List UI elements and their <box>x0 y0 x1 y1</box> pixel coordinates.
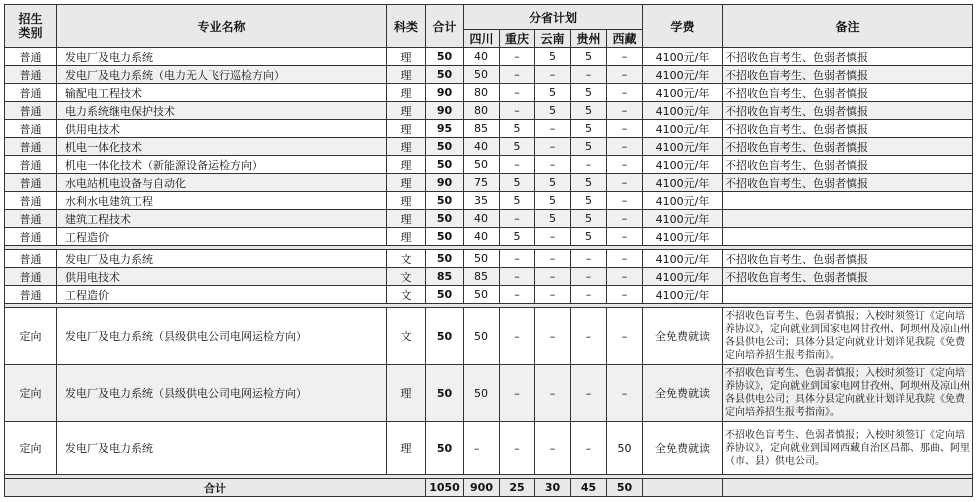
cell-province: 5 <box>571 210 607 228</box>
table-row <box>5 66 973 84</box>
cell-province: – <box>464 422 500 475</box>
cell-major: 电力系统继电保护技术 <box>57 102 387 120</box>
cell-province: – <box>607 120 643 138</box>
cell-fee: 4100元/年 <box>643 228 723 246</box>
cell-province: – <box>500 66 535 84</box>
cell-subject: 理 <box>387 228 426 246</box>
cell-category: 普通 <box>5 268 57 286</box>
cell-fee: 4100元/年 <box>643 156 723 174</box>
cell-subject: 文 <box>387 286 426 304</box>
cell-province: – <box>500 156 535 174</box>
cell-remark: 不招收色盲考生、色弱者慎报 <box>723 250 973 268</box>
cell-province: – <box>607 286 643 304</box>
cell-province: – <box>500 84 535 102</box>
cell-remark <box>723 286 973 304</box>
cell-major: 发电厂及电力系统 <box>57 422 387 475</box>
cell-fee: 4100元/年 <box>643 120 723 138</box>
cell-province: – <box>607 48 643 66</box>
cell-category: 普通 <box>5 286 57 304</box>
cell-total: 50 <box>426 286 464 304</box>
cell-category: 普通 <box>5 228 57 246</box>
cell-province: – <box>607 192 643 210</box>
cell-province: – <box>571 156 607 174</box>
cell-province: 5 <box>571 102 607 120</box>
cell-remark: 不招收色盲考生、色弱者慎报 <box>723 102 973 120</box>
cell-category: 定向 <box>5 365 57 422</box>
cell-total: 50 <box>426 48 464 66</box>
table-row <box>5 138 973 156</box>
cell-province: – <box>500 210 535 228</box>
cell-remark: 不招收色盲考生、色弱者慎报 <box>723 174 973 192</box>
cell-province: – <box>535 286 571 304</box>
cell-province: 85 <box>464 120 500 138</box>
cell-province: 40 <box>464 228 500 246</box>
table-row <box>5 156 973 174</box>
totals-label: 合计 <box>5 479 426 497</box>
totals-province: 25 <box>500 479 535 497</box>
cell-total: 50 <box>426 156 464 174</box>
header-category: 招生 类别 <box>5 5 57 48</box>
totals-remark-blank <box>723 479 973 497</box>
cell-province: 5 <box>535 48 571 66</box>
cell-category: 定向 <box>5 308 57 365</box>
cell-total: 50 <box>426 138 464 156</box>
cell-major: 供用电技术 <box>57 268 387 286</box>
table-row <box>5 250 973 268</box>
cell-province: – <box>607 210 643 228</box>
cell-province: – <box>607 84 643 102</box>
table-row <box>5 84 973 102</box>
cell-fee: 4100元/年 <box>643 210 723 228</box>
cell-fee: 4100元/年 <box>643 286 723 304</box>
cell-subject: 理 <box>387 138 426 156</box>
header-remark: 备注 <box>723 5 973 48</box>
cell-subject: 理 <box>387 120 426 138</box>
cell-category: 定向 <box>5 422 57 475</box>
cell-province: – <box>607 138 643 156</box>
cell-province: 5 <box>571 84 607 102</box>
totals-total: 1050 <box>426 479 464 497</box>
cell-province: – <box>535 422 571 475</box>
cell-province: 80 <box>464 102 500 120</box>
table-row <box>5 120 973 138</box>
cell-province: – <box>571 66 607 84</box>
cell-province: 5 <box>571 192 607 210</box>
cell-fee: 4100元/年 <box>643 84 723 102</box>
cell-subject: 理 <box>387 192 426 210</box>
cell-major: 机电一体化技术（新能源设备运检方向） <box>57 156 387 174</box>
cell-total: 50 <box>426 66 464 84</box>
header-subject: 科类 <box>387 5 426 48</box>
cell-remark: 不招收色盲考生、色弱者慎报 <box>723 84 973 102</box>
cell-remark: 不招收色盲考生、色弱者慎报 <box>723 268 973 286</box>
table-row <box>5 365 973 422</box>
table-row <box>5 210 973 228</box>
cell-fee: 4100元/年 <box>643 102 723 120</box>
cell-remark: 不招收色盲考生、色弱者慎报 <box>723 66 973 84</box>
cell-province: 50 <box>464 250 500 268</box>
cell-category: 普通 <box>5 174 57 192</box>
cell-province: – <box>571 365 607 422</box>
cell-province: 75 <box>464 174 500 192</box>
cell-province: 50 <box>464 286 500 304</box>
cell-province: – <box>607 156 643 174</box>
cell-province: – <box>500 422 535 475</box>
cell-total: 50 <box>426 210 464 228</box>
cell-remark: 不招收色盲考生、色弱者慎报 <box>723 120 973 138</box>
header-province: 云南 <box>535 30 571 48</box>
admission-plan-table <box>4 4 973 497</box>
cell-province: 5 <box>500 138 535 156</box>
cell-province: – <box>535 268 571 286</box>
cell-province: – <box>571 250 607 268</box>
cell-category: 普通 <box>5 138 57 156</box>
cell-major: 发电厂及电力系统（电力无人飞行巡检方向） <box>57 66 387 84</box>
cell-category: 普通 <box>5 84 57 102</box>
cell-province: – <box>571 308 607 365</box>
totals-province: 30 <box>535 479 571 497</box>
cell-province: 5 <box>500 192 535 210</box>
cell-subject: 文 <box>387 268 426 286</box>
cell-province: – <box>535 308 571 365</box>
cell-subject: 理 <box>387 48 426 66</box>
cell-total: 95 <box>426 120 464 138</box>
cell-subject: 理 <box>387 102 426 120</box>
cell-province: 40 <box>464 138 500 156</box>
cell-subject: 理 <box>387 174 426 192</box>
cell-province: – <box>535 228 571 246</box>
cell-total: 90 <box>426 174 464 192</box>
header-major: 专业名称 <box>57 5 387 48</box>
header-fee: 学费 <box>643 5 723 48</box>
cell-province: – <box>535 66 571 84</box>
cell-fee: 4100元/年 <box>643 250 723 268</box>
cell-province: – <box>571 286 607 304</box>
cell-province: 50 <box>464 365 500 422</box>
cell-category: 普通 <box>5 120 57 138</box>
cell-province: 5 <box>571 174 607 192</box>
cell-subject: 理 <box>387 365 426 422</box>
table-row <box>5 102 973 120</box>
cell-province: 85 <box>464 268 500 286</box>
cell-province: 5 <box>500 228 535 246</box>
cell-major: 发电厂及电力系统（县级供电公司电网运检方向） <box>57 365 387 422</box>
cell-province: 40 <box>464 210 500 228</box>
totals-province: 45 <box>571 479 607 497</box>
cell-major: 输配电工程技术 <box>57 84 387 102</box>
totals-fee-blank <box>643 479 723 497</box>
cell-subject: 理 <box>387 156 426 174</box>
cell-major: 机电一体化技术 <box>57 138 387 156</box>
cell-province: – <box>607 102 643 120</box>
cell-fee: 全免费就读 <box>643 422 723 475</box>
cell-province: – <box>535 156 571 174</box>
cell-province: 80 <box>464 84 500 102</box>
cell-remark: 不招收色盲考生、色弱者慎报；入校时须签订《定向培养协议》，定向就业到国家电网甘孜州、阿坝州及凉山州各县供电公司；具体分县定向就业计划详见我院《免费定向培养招生报考指南》。 <box>723 365 973 422</box>
cell-fee: 全免费就读 <box>643 308 723 365</box>
cell-major: 发电厂及电力系统（县级供电公司电网运检方向） <box>57 308 387 365</box>
cell-fee: 4100元/年 <box>643 192 723 210</box>
cell-province: – <box>500 365 535 422</box>
cell-province: – <box>535 120 571 138</box>
cell-category: 普通 <box>5 156 57 174</box>
header-province: 重庆 <box>500 30 535 48</box>
cell-province: 50 <box>464 66 500 84</box>
cell-province: 50 <box>464 156 500 174</box>
cell-province: – <box>571 268 607 286</box>
cell-province: 5 <box>500 174 535 192</box>
cell-fee: 4100元/年 <box>643 138 723 156</box>
table-row <box>5 192 973 210</box>
cell-remark: 不招收色盲考生、色弱者慎报；入校时须签订《定向培养协议》，定向就业到国网西藏自治区昌都、那曲、阿里（市、县）供电公司。 <box>723 422 973 475</box>
cell-province: – <box>571 422 607 475</box>
cell-province: 5 <box>571 228 607 246</box>
cell-province: – <box>500 286 535 304</box>
cell-total: 50 <box>426 422 464 475</box>
cell-province: – <box>607 365 643 422</box>
cell-category: 普通 <box>5 192 57 210</box>
cell-remark: 不招收色盲考生、色弱者慎报 <box>723 48 973 66</box>
cell-province: – <box>607 268 643 286</box>
cell-subject: 理 <box>387 210 426 228</box>
cell-major: 建筑工程技术 <box>57 210 387 228</box>
cell-total: 90 <box>426 84 464 102</box>
cell-province: 50 <box>607 422 643 475</box>
cell-remark: 不招收色盲考生、色弱者慎报 <box>723 138 973 156</box>
cell-province: – <box>535 138 571 156</box>
totals-province: 50 <box>607 479 643 497</box>
cell-province: – <box>500 48 535 66</box>
cell-remark <box>723 210 973 228</box>
cell-province: 5 <box>535 210 571 228</box>
table-row <box>5 308 973 365</box>
cell-province: 50 <box>464 308 500 365</box>
totals-province: 900 <box>464 479 500 497</box>
cell-major: 水利水电建筑工程 <box>57 192 387 210</box>
header-province-plan: 分省计划 <box>464 5 643 30</box>
cell-total: 50 <box>426 308 464 365</box>
cell-total: 50 <box>426 192 464 210</box>
cell-major: 水电站机电设备与自动化 <box>57 174 387 192</box>
cell-category: 普通 <box>5 48 57 66</box>
cell-province: 5 <box>571 120 607 138</box>
header-row <box>5 5 973 30</box>
cell-major: 供用电技术 <box>57 120 387 138</box>
cell-subject: 理 <box>387 422 426 475</box>
cell-province: – <box>607 174 643 192</box>
cell-fee: 4100元/年 <box>643 48 723 66</box>
cell-category: 普通 <box>5 102 57 120</box>
cell-province: – <box>607 250 643 268</box>
cell-total: 85 <box>426 268 464 286</box>
table-body <box>5 48 973 497</box>
cell-province: – <box>500 102 535 120</box>
cell-remark: 不招收色盲考生、色弱者慎报 <box>723 156 973 174</box>
cell-province: – <box>500 250 535 268</box>
cell-fee: 4100元/年 <box>643 66 723 84</box>
table-row <box>5 174 973 192</box>
cell-remark: 不招收色盲考生、色弱者慎报；入校时须签订《定向培养协议》，定向就业到国家电网甘孜州、阿坝州及凉山州各县供电公司；具体分县定向就业计划详见我院《免费定向培养招生报考指南》。 <box>723 308 973 365</box>
cell-category: 普通 <box>5 250 57 268</box>
cell-remark <box>723 228 973 246</box>
table-row <box>5 48 973 66</box>
cell-province: – <box>535 250 571 268</box>
cell-subject: 理 <box>387 66 426 84</box>
cell-fee: 全免费就读 <box>643 365 723 422</box>
cell-major: 发电厂及电力系统 <box>57 48 387 66</box>
header-province: 西藏 <box>607 30 643 48</box>
cell-province: 40 <box>464 48 500 66</box>
cell-subject: 理 <box>387 84 426 102</box>
table-row <box>5 268 973 286</box>
cell-total: 50 <box>426 365 464 422</box>
cell-fee: 4100元/年 <box>643 174 723 192</box>
cell-province: 5 <box>500 120 535 138</box>
header-total: 合计 <box>426 5 464 48</box>
cell-province: 35 <box>464 192 500 210</box>
table-row <box>5 422 973 475</box>
cell-province: 5 <box>535 102 571 120</box>
header-province: 贵州 <box>571 30 607 48</box>
table-row <box>5 286 973 304</box>
cell-province: 5 <box>535 84 571 102</box>
cell-category: 普通 <box>5 66 57 84</box>
cell-subject: 文 <box>387 308 426 365</box>
cell-remark <box>723 192 973 210</box>
cell-total: 50 <box>426 250 464 268</box>
cell-province: – <box>500 308 535 365</box>
cell-major: 工程造价 <box>57 286 387 304</box>
cell-province: – <box>500 268 535 286</box>
cell-total: 50 <box>426 228 464 246</box>
cell-major: 发电厂及电力系统 <box>57 250 387 268</box>
totals-row <box>5 479 973 497</box>
header-province: 四川 <box>464 30 500 48</box>
cell-province: 5 <box>535 174 571 192</box>
cell-category: 普通 <box>5 210 57 228</box>
cell-province: – <box>535 365 571 422</box>
cell-province: 5 <box>535 192 571 210</box>
cell-subject: 文 <box>387 250 426 268</box>
cell-total: 90 <box>426 102 464 120</box>
cell-province: 5 <box>571 48 607 66</box>
cell-province: – <box>607 228 643 246</box>
table-row <box>5 228 973 246</box>
cell-major: 工程造价 <box>57 228 387 246</box>
cell-fee: 4100元/年 <box>643 268 723 286</box>
cell-province: – <box>607 308 643 365</box>
cell-province: – <box>607 66 643 84</box>
cell-province: 5 <box>571 138 607 156</box>
